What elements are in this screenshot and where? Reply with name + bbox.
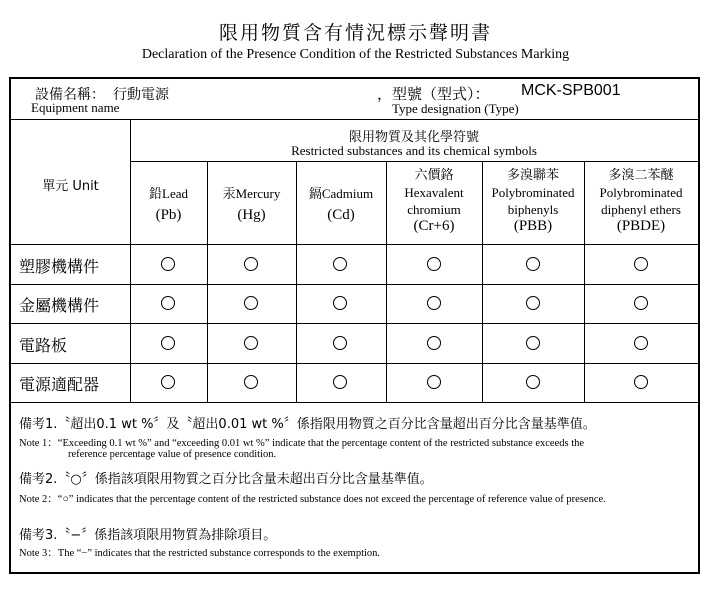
- compliance-mark: [526, 336, 540, 350]
- substance-header-mercury: [207, 185, 296, 224]
- declaration-table: [9, 77, 700, 574]
- compliance-mark: [244, 296, 258, 310]
- model-label: ，型號（型式）：: [377, 85, 490, 103]
- equipment-name-value: 行動電源: [113, 87, 169, 103]
- substance-en: chromium: [407, 202, 461, 217]
- row-unit-plastic-parts: 塑膠機構件: [19, 257, 100, 276]
- row-unit-circuit-board: 電路板: [19, 336, 68, 355]
- substance-zh: 多溴二苯醚: [608, 168, 674, 183]
- note-1-chinese: 備考1.〝超出0.1 wt %〞及〝超出0.01 wt %〞係指限用物質之百分比含量超出百分比含量基準值。: [19, 417, 596, 432]
- substance-header-cadmium: [296, 185, 386, 224]
- divider: [11, 323, 698, 324]
- title-english: Declaration of the Presence Condition of the Restricted Substances Marking: [141, 47, 570, 62]
- note-3-english: Note 3：The “−” indicates that the restricted substance corresponds to the exemption.: [19, 548, 381, 559]
- substance-zh: 汞: [222, 187, 236, 202]
- compliance-mark: [333, 296, 347, 310]
- substance-en: Mercury: [235, 186, 281, 201]
- equipment-label-en: Equipment name: [31, 100, 120, 115]
- substance-header-lead: [130, 185, 207, 224]
- substance-zh: 六價鉻: [414, 168, 454, 183]
- substance-zh: 鉛: [149, 187, 163, 202]
- model-label-en: Type designation (Type): [392, 101, 519, 116]
- unit-header: 單元 Unit: [42, 179, 99, 194]
- substance-en: Hexavalent: [404, 185, 464, 200]
- compliance-mark: [333, 336, 347, 350]
- compliance-mark: [244, 375, 258, 389]
- substance-symbol: (PBB): [513, 218, 553, 234]
- title-chinese: 限用物質含有情況標示聲明書: [218, 22, 492, 44]
- compliance-mark: [526, 296, 540, 310]
- compliance-mark: [427, 257, 441, 271]
- compliance-mark: [427, 336, 441, 350]
- compliance-mark: [634, 375, 648, 389]
- substance-symbol: (Cr+6): [413, 218, 455, 234]
- divider: [11, 402, 698, 403]
- divider: [11, 119, 698, 120]
- compliance-mark: [161, 336, 175, 350]
- substance-en: Polybrominated: [599, 185, 683, 200]
- substance-header-pbb: [482, 167, 584, 235]
- divider: [130, 161, 698, 162]
- substance-en: diphenyl ethers: [601, 202, 681, 217]
- compliance-mark: [161, 296, 175, 310]
- compliance-mark: [244, 336, 258, 350]
- compliance-mark: [427, 375, 441, 389]
- note-1-english: Note 1：“Exceeding 0.1 wt %” and “exceeding 0.01 wt %” indicate that the percentage content of the restricted substance exceeds the: [19, 438, 585, 449]
- substance-symbol: (PBDE): [616, 218, 666, 234]
- substance-zh: 鎘: [308, 187, 322, 202]
- group-header-english: Restricted substances and its chemical symbols: [291, 143, 537, 158]
- compliance-mark: [526, 257, 540, 271]
- model-number-value: MCK-SPB001: [521, 82, 621, 99]
- row-unit-power-adapter: 電源適配器: [19, 375, 100, 394]
- substance-symbol: (Pb): [155, 207, 182, 223]
- substance-en: biphenyls: [507, 202, 559, 217]
- compliance-mark: [526, 375, 540, 389]
- divider: [11, 363, 698, 364]
- note-1-english-continued: reference percentage value of presence condition.: [68, 449, 277, 460]
- compliance-mark: [161, 257, 175, 271]
- note-2-english: Note 2：“○” indicates that the percentage content of the restricted substance does not exceed the percentage of reference value of presence.: [19, 494, 606, 505]
- group-header-chinese: 限用物質及其化學符號: [348, 130, 479, 145]
- substance-en: Lead: [162, 186, 188, 201]
- compliance-mark: [634, 296, 648, 310]
- compliance-mark: [634, 336, 648, 350]
- substance-header-pbde: [584, 167, 698, 235]
- substance-header-hexavalent-chromium: [386, 167, 482, 235]
- substance-zh: 多溴聯苯: [506, 168, 559, 183]
- compliance-mark: [634, 257, 648, 271]
- divider: [11, 284, 698, 285]
- note-2-chinese: 備考2.〝○〞係指該項限用物質之百分比含量未超出百分比含量基準值。: [19, 472, 433, 487]
- note-3-chinese: 備考3.〝−〞係指該項限用物質為排除項目。: [19, 528, 277, 543]
- divider: [11, 244, 698, 245]
- compliance-mark: [333, 375, 347, 389]
- row-unit-metal-parts: 金屬機構件: [19, 296, 100, 315]
- divider: [130, 119, 131, 402]
- equipment-label: 設備名稱：: [35, 87, 105, 103]
- compliance-mark: [161, 375, 175, 389]
- compliance-mark: [333, 257, 347, 271]
- compliance-mark: [244, 257, 258, 271]
- substance-symbol: (Cd): [327, 207, 355, 223]
- substance-en: Polybrominated: [491, 185, 575, 200]
- compliance-mark: [427, 296, 441, 310]
- substance-symbol: (Hg): [237, 207, 266, 223]
- substance-en: Cadmium: [321, 186, 374, 201]
